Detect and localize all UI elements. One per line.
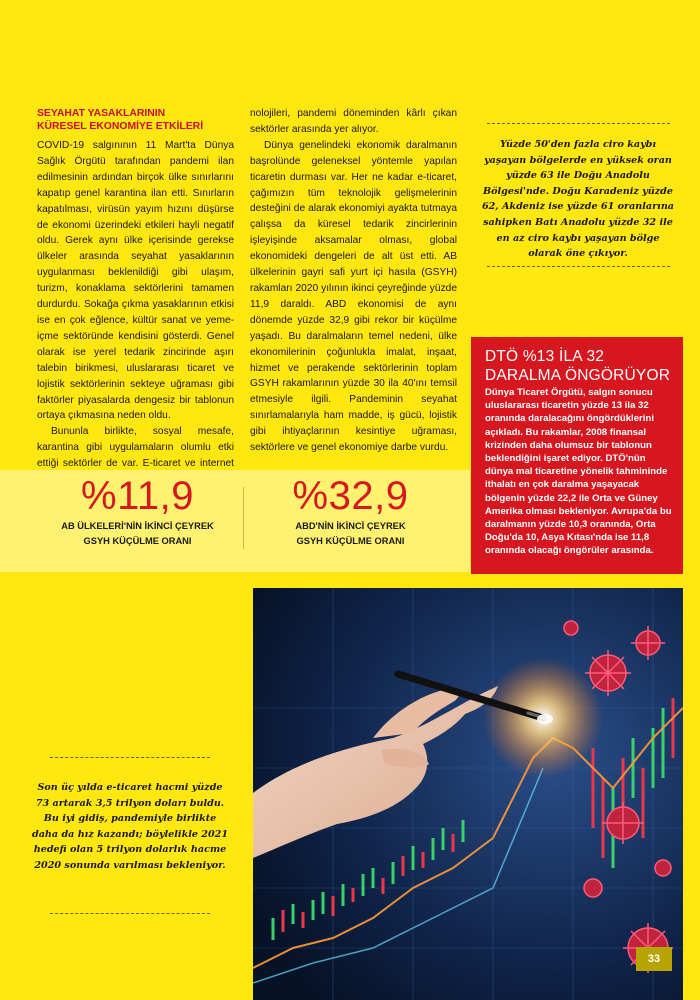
- stat-us: [253, 474, 448, 549]
- photo-illustration: [253, 588, 683, 1000]
- pull-quote-bottom: Son üç yılda e-ticaret hacmi yüzde 73 artarak 3,5 trilyon doları buldu. Bu iyi gidiş, pandemiyle birlikte daha da hız kazandı; böylelikle 2021 hedefi olan 5 trilyon dolarlık hacme 2020 sonunda varılması bekleniyor.: [31, 782, 229, 871]
- article-column-1: [37, 138, 234, 488]
- article-heading: [37, 107, 227, 133]
- divider: [50, 757, 210, 758]
- divider: [487, 123, 670, 124]
- stat-caption: [253, 519, 448, 549]
- hand-stock-chart-image: [253, 588, 683, 1000]
- divider: [50, 913, 210, 914]
- sidebar-title-line1: DTÖ %13 İLA 32: [485, 348, 605, 365]
- stat-caption: [40, 519, 235, 549]
- sidebar-title-line2: DARALMA ÖNGÖRÜYOR: [485, 367, 671, 384]
- stat-caption-line: GSYH KÜÇÜLME ORANI: [83, 536, 192, 546]
- sidebar-box: [471, 337, 683, 574]
- article-column-2: [250, 106, 457, 456]
- stat-value: %11,9: [81, 474, 194, 518]
- article-paragraph: Dünya genelindeki ekonomik daralmanın başrolünde geleneksel yöntemle yapılan ticaretin durması var. Her ne kadar e-ticaret, çağımızın tüm teknolojik gelişmelerinin desteğini de alarak ekonomiyi ayakta tutmaya çalışsa da küresel tedarik zincirlerinin işleyişinde aksamalar olması, global ekonomideki dengeleri de alt üst etti. AB ülkelerinin gayri safi yurt içi hasıla (GSYH) rakamları 2020 yılının ikinci çeyreğinde yüzde 11,9 daraldı. ABD ekonomisi de aynı dönemde yüzde 32,9 gibi rekor bir küçülme yaşadı. Bu daralmaların temel nedeni, ülke ekonomilerinin çoğunlukla imalat, inşaat, hizmet ve perakende sektörlerinin toplam GSYH rakamlarının yüzde 30 ila 40'ını temsil etmesiyle ilgili. Pandeminin seyahat sınırlamalarıyla ham madde, iş gücü, lojistik gibi ihtiyaçlarının kesintiye uğraması, sektörlere ve genel ekonomiye darbe vurdu.: [250, 139, 457, 454]
- stat-caption-line: GSYH KÜÇÜLME ORANI: [296, 536, 405, 546]
- pull-quote-top: Yüzde 50'den fazla ciro kaybı yaşayan bölgelerde en yüksek oran yüzde 63 ile Doğu Anadolu Bölgesi'nde. Doğu Karadeniz yüzde 62, Akdeniz ise yüzde 61 oranlarına sahipken Batı Anadolu yüzde 32 ile en az ciro kaybı yaşayan bölge olarak öne çıkıyor.: [481, 139, 675, 260]
- article-paragraph: COVID-19 salgınının 11 Mart'ta Dünya Sağlık Örgütü tarafından pandemi ilan edilmesinin ardından birçok ülke sınırlarını kapatıp genel karantina ilan etti. Sınırların kapatılması, virüsün yayım hızını düşürse de ekonomi üzerindeki etkileri hayli negatif oldu. Gerek aynı ülke içerisinde gerekse ülkeler arasında seyahat yasaklarının uygulanması beklenildiği gibi ulaşım, turizm, konaklama sektörlerini tamamen durdurdu. Sokağa çıkma yasaklarının etkisi ise en çok eğlence, kültür sanat ve yeme-içme sektöründe kendisini gösterdi. Genel olarak ise yerel tedarik zincirinde aşırı talebin birikmesi, uluslararası ticaret ve lojistik sektörlerinin sekteye uğraması gibi faktörler piyasalarda dengesiz bir tablonun ortaya çıkmasına neden oldu.: [37, 140, 234, 422]
- article-paragraph: nolojileri, pandemi döneminden kârlı çıkan sektörler arasında yer alıyor.: [250, 108, 457, 135]
- stat-eu: [40, 474, 235, 549]
- article-heading-line1: SEYAHAT YASAKLARININ: [37, 108, 166, 119]
- stat-divider: [243, 487, 244, 549]
- stat-value: %32,9: [292, 474, 409, 518]
- divider: [487, 266, 670, 267]
- article-heading-line2: KÜRESEL EKONOMİYE ETKİLERİ: [37, 121, 204, 132]
- sidebar-body: Dünya Ticaret Örgütü, salgın sonucu uluslararası ticaretin yüzde 13 ila 32 oranında daralacağını öngördüklerini açıkladı. Bu rakamlar, 2008 finansal krizinden daha olumsuz bir tablonun beklendiğini işaret ediyor. DTÖ'nün dünya mal ticaretine yönelik tahmininde ithalatı en çok daralma yaşayacak bölgenin yüzde 22,2 ile Orta ve Güney Amerika olması bekleniyor. Avrupa'da bu daralmanın yüzde 10,3 oranında, Orta Doğu'da 10, Asya Kıtası'nda ise 11,8 oranında olacağı öngörüler arasında.: [485, 387, 672, 557]
- page-number: 33: [636, 947, 672, 971]
- stat-caption-line: ABD'NİN İKİNCİ ÇEYREK: [295, 521, 406, 531]
- article-paragraph: Bununla birlikte, sosyal mesafe, karantina gibi uygulamaların olumlu etki ettiği sektörler de var. E-ticaret ve internet: [37, 426, 234, 470]
- stat-caption-line: AB ÜLKELERİ'NİN İKİNCİ ÇEYREK: [61, 521, 214, 531]
